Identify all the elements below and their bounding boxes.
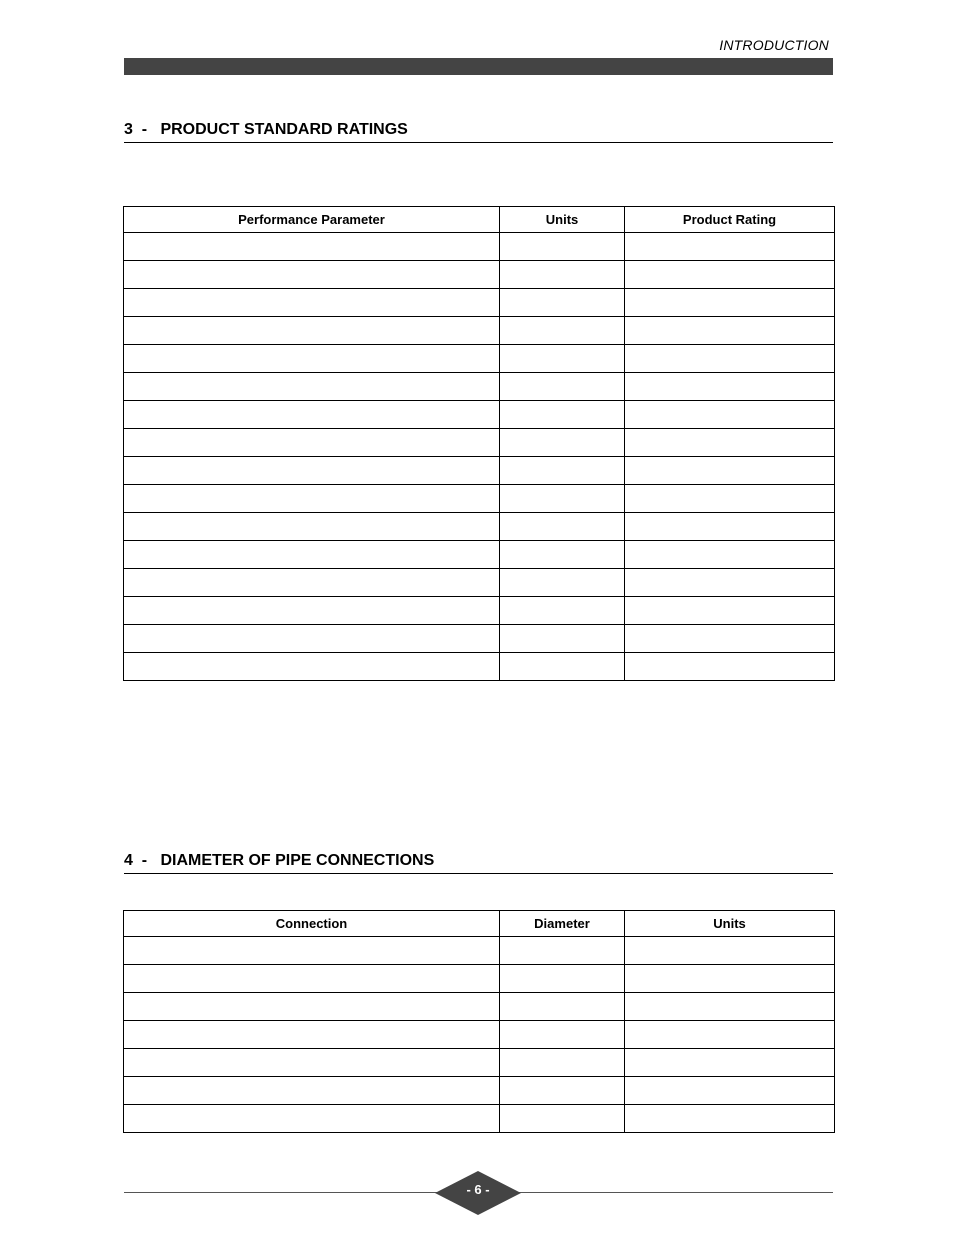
table-cell [124,1105,500,1133]
ratings-table-body [124,233,835,681]
table-row [124,1105,835,1133]
column-header: Units [500,207,625,233]
table-cell [625,597,835,625]
table-cell [124,1049,500,1077]
table-cell [124,993,500,1021]
table-cell [625,1021,835,1049]
table-row [124,429,835,457]
table-row [124,485,835,513]
table-cell [625,1077,835,1105]
column-header: Performance Parameter [124,207,500,233]
table-row [124,317,835,345]
table-cell [124,1077,500,1105]
table-cell [124,429,500,457]
table-row [124,965,835,993]
ratings-table [123,206,835,681]
table-cell [625,653,835,681]
table-cell [124,1021,500,1049]
section-label: INTRODUCTION [719,37,829,53]
table-row [124,569,835,597]
table-cell [500,485,625,513]
table-row [124,457,835,485]
table-cell [625,261,835,289]
table-cell [124,261,500,289]
table-cell [500,993,625,1021]
column-header: Connection [124,911,500,937]
table-cell [500,401,625,429]
table-row [124,1021,835,1049]
table-cell [124,597,500,625]
pipe-table-body [124,937,835,1133]
table-row [124,541,835,569]
table-cell [500,1077,625,1105]
table-cell [500,513,625,541]
table-cell [625,513,835,541]
table-cell [500,1049,625,1077]
pipe-connections-table [123,910,835,1133]
table-cell [500,233,625,261]
table-header-row [124,911,835,937]
table-cell [500,1021,625,1049]
column-header: Diameter [500,911,625,937]
table-cell [625,457,835,485]
column-header: Product Rating [625,207,835,233]
table-cell [625,345,835,373]
table-cell [500,429,625,457]
table-cell [124,965,500,993]
table-cell [124,317,500,345]
section-title-pipe-connections: 4 - DIAMETER OF PIPE CONNECTIONS [124,852,833,874]
table-cell [500,541,625,569]
table-header-row [124,207,835,233]
table-cell [124,289,500,317]
table-row [124,1077,835,1105]
table-cell [124,233,500,261]
table-cell [625,485,835,513]
section-title-ratings: 3 - PRODUCT STANDARD RATINGS [124,121,833,143]
table-cell [625,1105,835,1133]
table-row [124,513,835,541]
table-row [124,345,835,373]
table-cell [500,1105,625,1133]
table-cell [625,541,835,569]
table-row [124,261,835,289]
table-cell [124,513,500,541]
table-cell [500,289,625,317]
table-cell [124,541,500,569]
table-row [124,1049,835,1077]
table-cell [500,597,625,625]
page-number: - 6 - [466,1182,490,1197]
table-cell [124,457,500,485]
table-cell [500,937,625,965]
column-header: Units [625,911,835,937]
table-cell [124,625,500,653]
table-row [124,233,835,261]
table-cell [124,937,500,965]
table-row [124,373,835,401]
table-row [124,625,835,653]
table-cell [625,289,835,317]
table-cell [500,569,625,597]
table-cell [500,625,625,653]
table-cell [625,569,835,597]
table-cell [625,993,835,1021]
table-cell [124,401,500,429]
table-cell [500,261,625,289]
table-cell [500,345,625,373]
table-cell [124,485,500,513]
table-cell [625,965,835,993]
table-cell [500,965,625,993]
table-cell [124,345,500,373]
table-cell [500,653,625,681]
table-row [124,937,835,965]
table-row [124,289,835,317]
header-bar [124,58,833,75]
table-cell [500,317,625,345]
table-cell [124,653,500,681]
table-cell [625,373,835,401]
table-row [124,993,835,1021]
table-cell [500,457,625,485]
table-cell [124,569,500,597]
table-cell [625,625,835,653]
table-row [124,653,835,681]
table-cell [625,429,835,457]
table-cell [625,937,835,965]
table-cell [625,401,835,429]
table-row [124,401,835,429]
table-cell [625,317,835,345]
table-cell [625,233,835,261]
table-cell [625,1049,835,1077]
table-cell [124,373,500,401]
table-cell [500,373,625,401]
table-row [124,597,835,625]
